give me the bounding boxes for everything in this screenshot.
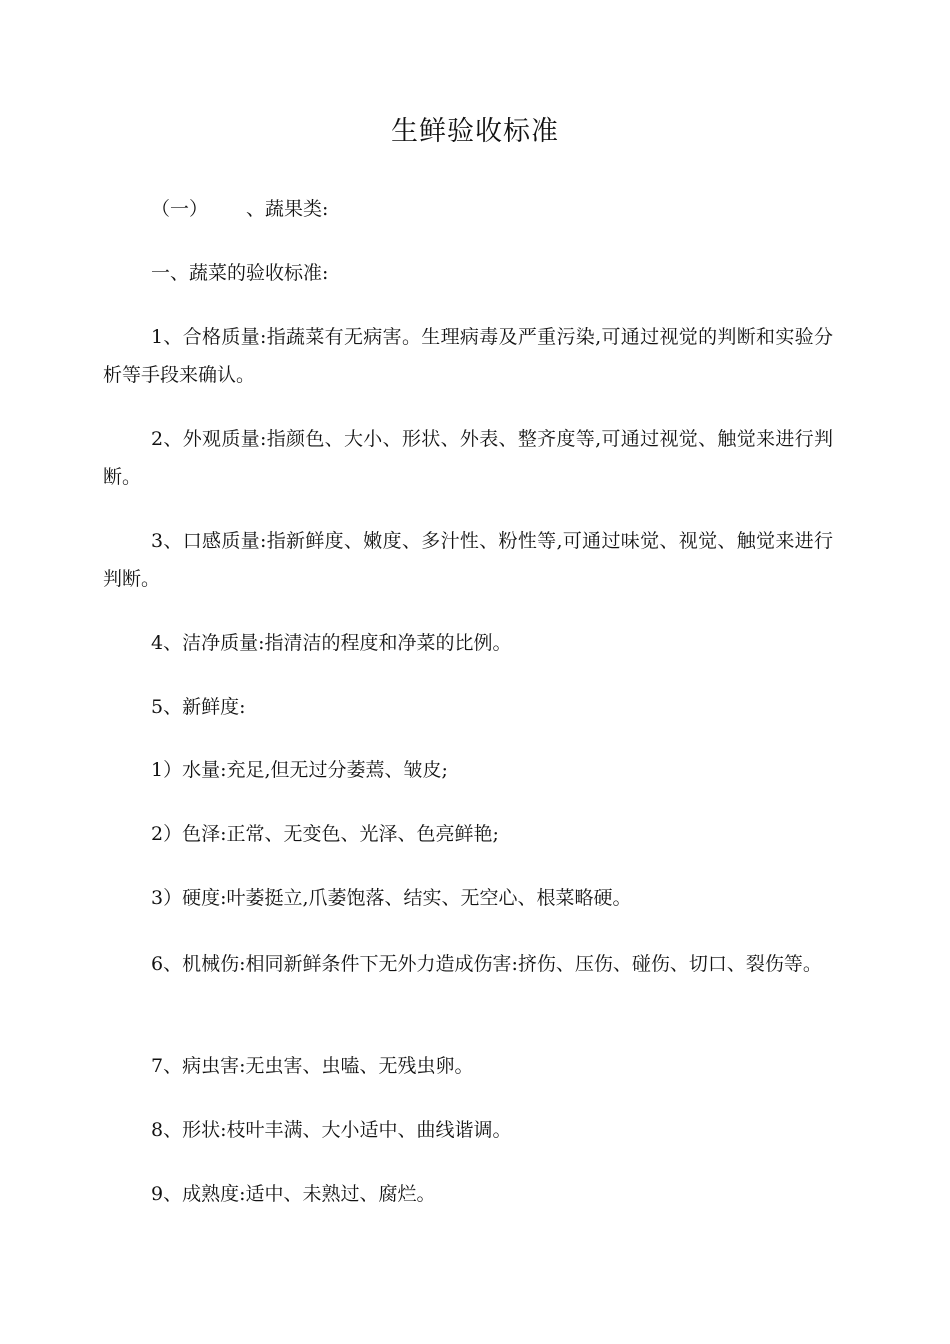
paragraph-item: 1、合格质量:指蔬菜有无病害。生理病毒及严重污染,可通过视觉的判断和实验分析等手段来确认。: [103, 326, 833, 386]
paragraph-item: 4、洁净质量:指清洁的程度和净菜的比例。: [151, 632, 512, 654]
subsection-heading: 一、蔬菜的验收标准:: [151, 262, 329, 284]
section-heading: [103, 190, 833, 228]
document-title: 生鲜验收标准: [391, 116, 559, 147]
section-number: （一）: [151, 198, 209, 220]
sub-item: 2）色泽:正常、无变色、光泽、色亮鲜艳;: [151, 823, 499, 845]
paragraph-item: 8、形状:枝叶丰满、大小适中、曲线谐调。: [151, 1119, 512, 1141]
section-name: 、蔬果类:: [246, 198, 329, 220]
sub-item: 3）硬度:叶萎挺立,爪萎饱落、结实、无空心、根菜略硬。: [151, 887, 632, 909]
paragraph-item: 2、外观质量:指颜色、大小、形状、外表、整齐度等,可通过视觉、触觉来进行判断。: [103, 428, 833, 488]
paragraph-item: 5、新鲜度:: [151, 696, 246, 718]
paragraph-item: 6、机械伤:相同新鲜条件下无外力造成伤害:挤伤、压伤、碰伤、切口、裂伤等。: [151, 953, 822, 975]
paragraph-item: 7、病虫害:无虫害、虫嗑、无残虫卵。: [151, 1055, 474, 1077]
sub-item: 1）水量:充足,但无过分萎蔫、皱皮;: [151, 759, 448, 781]
paragraph-item: 3、口感质量:指新鲜度、嫩度、多汁性、粉性等,可通过味觉、视觉、触觉来进行判断。: [103, 530, 833, 590]
paragraph-item: 9、成熟度:适中、未熟过、腐烂。: [151, 1183, 436, 1205]
